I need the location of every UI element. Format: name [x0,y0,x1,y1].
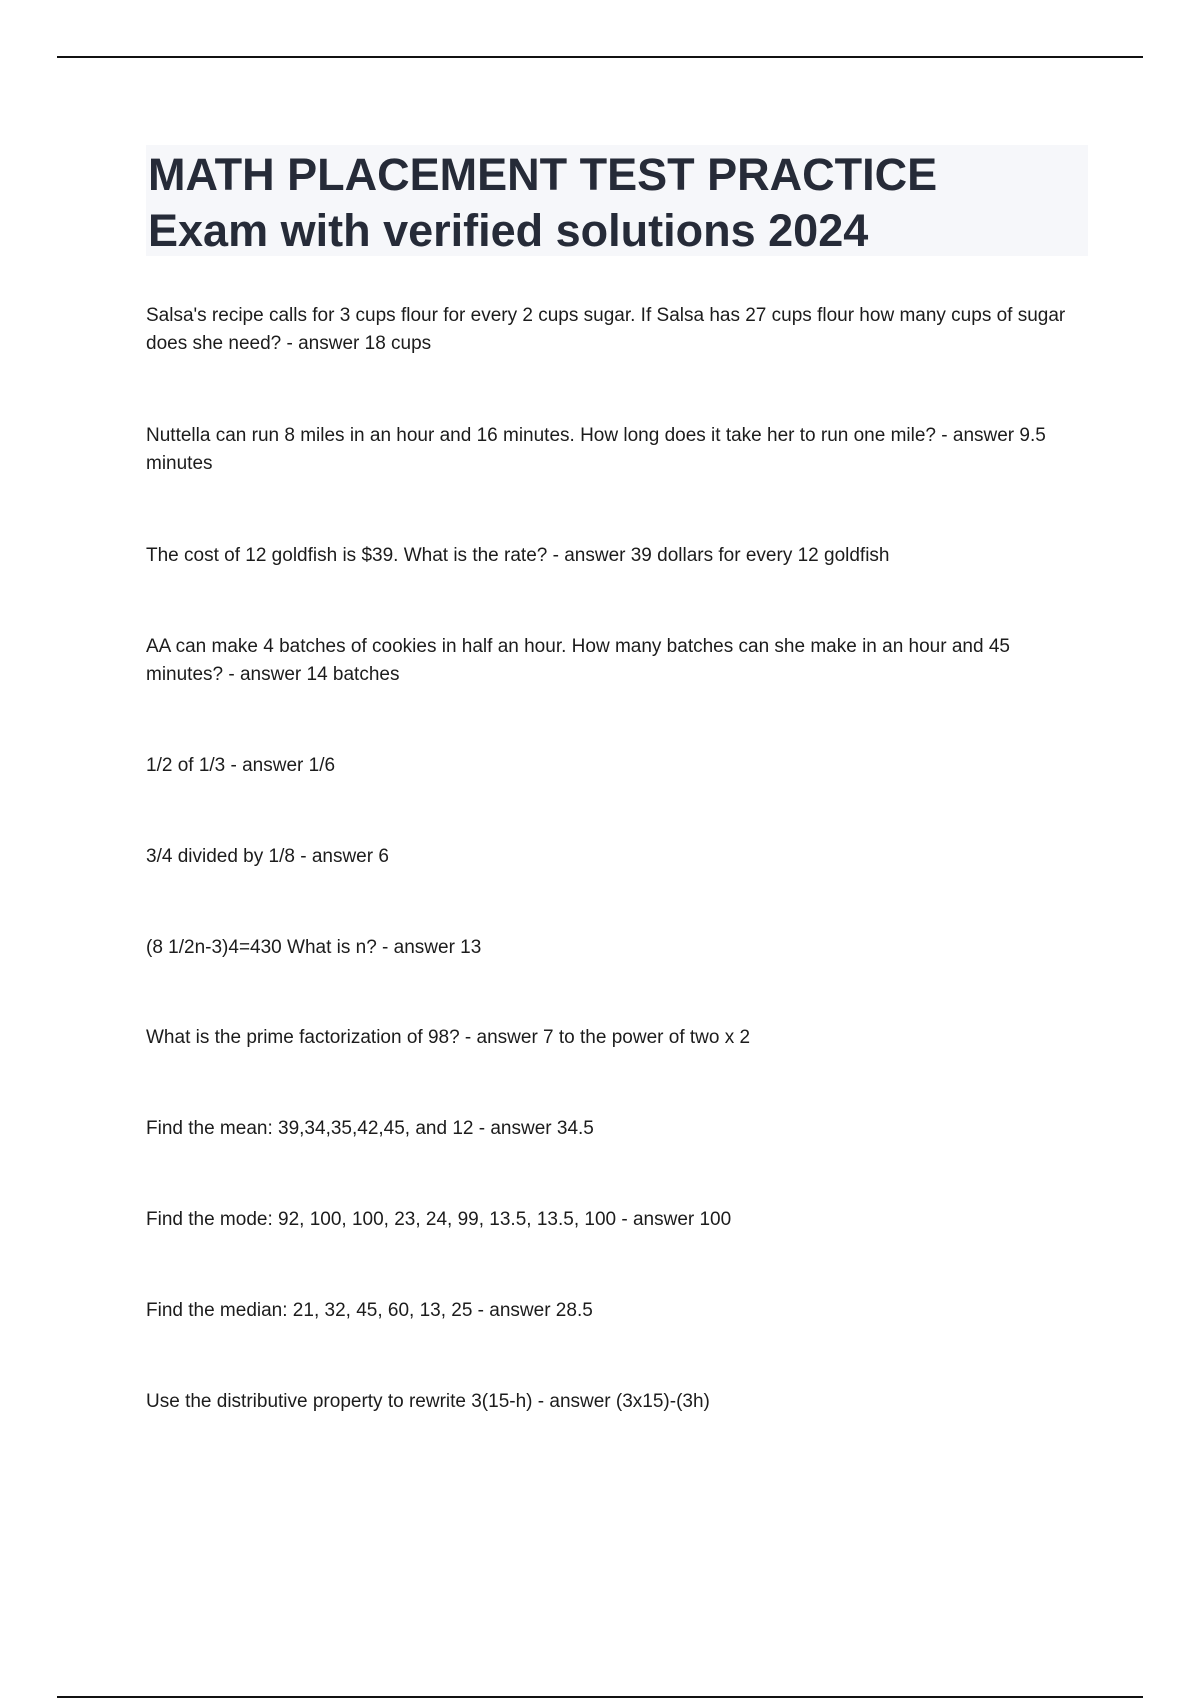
question-5: 1/2 of 1/3 - answer 1/6 [146,755,336,776]
question-2: Nuttella can run 8 miles in an hour and 16 minutes. How long does it take her to run one mile? - answer 9.5 minutes [146,425,1046,474]
question-8: What is the prime factorization of 98? - answer 7 to the power of two x 2 [146,1027,751,1048]
title-line-2: Exam with verified solutions 2024 [148,205,869,256]
question-9: Find the mean: 39,34,35,42,45, and 12 - answer 34.5 [146,1118,594,1139]
question-12: Use the distributive property to rewrite 3(15-h) - answer (3x15)-(3h) [146,1391,710,1412]
question-1: Salsa's recipe calls for 3 cups flour for every 2 cups sugar. If Salsa has 27 cups flour how many cups of sugar does she need? - answer 18 cups [146,305,1066,354]
header-rule [57,56,1143,58]
question-6: 3/4 divided by 1/8 - answer 6 [146,846,389,867]
document-title [146,145,1088,256]
title-line-1: MATH PLACEMENT TEST PRACTICE [148,149,938,200]
question-4: AA can make 4 batches of cookies in half an hour. How many batches can she make in an hour and 45 minutes? - answer 14 batches [146,636,1010,685]
question-3: The cost of 12 goldfish is $39. What is the rate? - answer 39 dollars for every 12 goldfish [146,545,890,566]
question-11: Find the median: 21, 32, 45, 60, 13, 25 - answer 28.5 [146,1300,593,1321]
question-7: (8 1/2n-3)4=430 What is n? - answer 13 [146,937,482,958]
question-10: Find the mode: 92, 100, 100, 23, 24, 99, 13.5, 13.5, 100 - answer 100 [146,1209,732,1230]
footer-rule [57,1696,1143,1698]
